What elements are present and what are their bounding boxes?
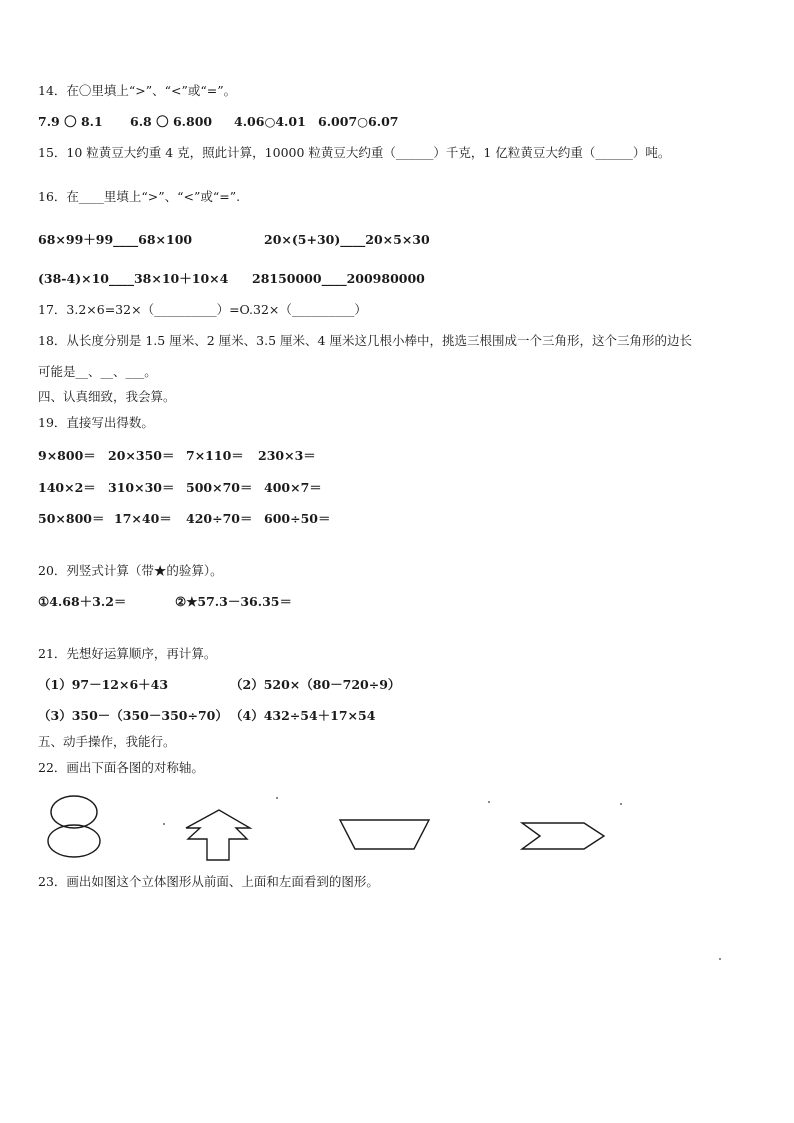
q18-line2[interactable]: 可能是__、__、___。: [38, 364, 157, 379]
q19-r2-c4[interactable]: 400×7＝: [264, 480, 322, 495]
q17-text[interactable]: 17．3.2×6=32×（__________）=O.32×（__________）: [38, 302, 367, 317]
q19-r2-c1[interactable]: 140×2＝: [38, 480, 96, 495]
q20-prompt: 20．列竖式计算（带★的验算）。: [38, 563, 223, 578]
q21-item-3[interactable]: （3）350－（350－350÷70）: [38, 708, 228, 723]
q21-item-1[interactable]: （1）97－12×6＋43: [38, 677, 169, 692]
q14-item-4[interactable]: 6.007○6.07: [318, 114, 399, 129]
q22-figures: [0, 780, 794, 870]
section-5-heading: 五、动手操作，我能行。: [38, 734, 176, 749]
q19-r3-c1[interactable]: 50×800＝: [38, 511, 105, 526]
q20-item-2[interactable]: ②★57.3－36.35＝: [175, 594, 292, 609]
q16-row1-left[interactable]: 68×99＋99____68×100: [38, 232, 193, 247]
q21-item-2[interactable]: （2）520×（80－720÷9）: [230, 677, 401, 692]
q16-row2-right[interactable]: 28150000____200980000: [252, 271, 425, 286]
q19-r1-c3[interactable]: 7×110＝: [186, 448, 244, 463]
figure-eight-shape[interactable]: [48, 796, 100, 857]
q14-item-2[interactable]: 6.8 〇 6.800: [130, 114, 213, 129]
scan-speck: [488, 801, 490, 803]
q19-prompt: 19．直接写出得数。: [38, 415, 154, 430]
trapezoid-shape[interactable]: [340, 820, 429, 849]
q16-prompt: 16．在____里填上“>”、“<”或“=”.: [38, 189, 241, 204]
section-4-heading: 四、认真细致，我会算。: [38, 389, 176, 404]
q19-r3-c4[interactable]: 600÷50＝: [264, 511, 331, 526]
q16-row1-right[interactable]: 20×(5+30)____20×5×30: [264, 232, 430, 247]
q23-prompt: 23．画出如图这个立体图形从前面、上面和左面看到的图形。: [38, 874, 379, 889]
q18-line1: 18．从长度分别是 1.5 厘米、2 厘米、3.5 厘米、4 厘米这几根小棒中，挑选三根围成一个三角形，这个三角形的边长: [38, 333, 692, 348]
q14-item-3[interactable]: 4.06○4.01: [234, 114, 306, 129]
q14-item-1[interactable]: 7.9 〇 8.1: [38, 114, 103, 129]
scan-speck: [620, 803, 622, 805]
q19-r1-c4[interactable]: 230×3＝: [258, 448, 316, 463]
chevron-arrow-shape[interactable]: [522, 823, 604, 849]
q22-prompt: 22．画出下面各图的对称轴。: [38, 760, 204, 775]
tree-arrow-shape[interactable]: [186, 810, 250, 860]
scan-speck: [719, 958, 721, 960]
q16-row2-left[interactable]: (38-4)×10____38×10＋10×4: [38, 271, 229, 286]
q15-text[interactable]: 15．10 粒黄豆大约重 4 克，照此计算，10000 粒黄豆大约重（______）千克，1 亿粒黄豆大约重（______）吨。: [38, 145, 671, 160]
q14-prompt: 14．在〇里填上“>”、“<”或“=”。: [38, 83, 237, 98]
q19-r2-c2[interactable]: 310×30＝: [108, 480, 175, 495]
q19-r3-c2[interactable]: 17×40＝: [114, 511, 172, 526]
q21-prompt: 21．先想好运算顺序，再计算。: [38, 646, 217, 661]
q19-r3-c3[interactable]: 420÷70＝: [186, 511, 253, 526]
q19-r1-c1[interactable]: 9×800＝: [38, 448, 96, 463]
q19-r2-c3[interactable]: 500×70＝: [186, 480, 253, 495]
scan-speck: [276, 797, 278, 799]
q21-item-4[interactable]: （4）432÷54＋17×54: [230, 708, 376, 723]
q20-item-1[interactable]: ①4.68＋3.2＝: [38, 594, 127, 609]
q19-r1-c2[interactable]: 20×350＝: [108, 448, 175, 463]
scan-speck: [163, 823, 165, 825]
